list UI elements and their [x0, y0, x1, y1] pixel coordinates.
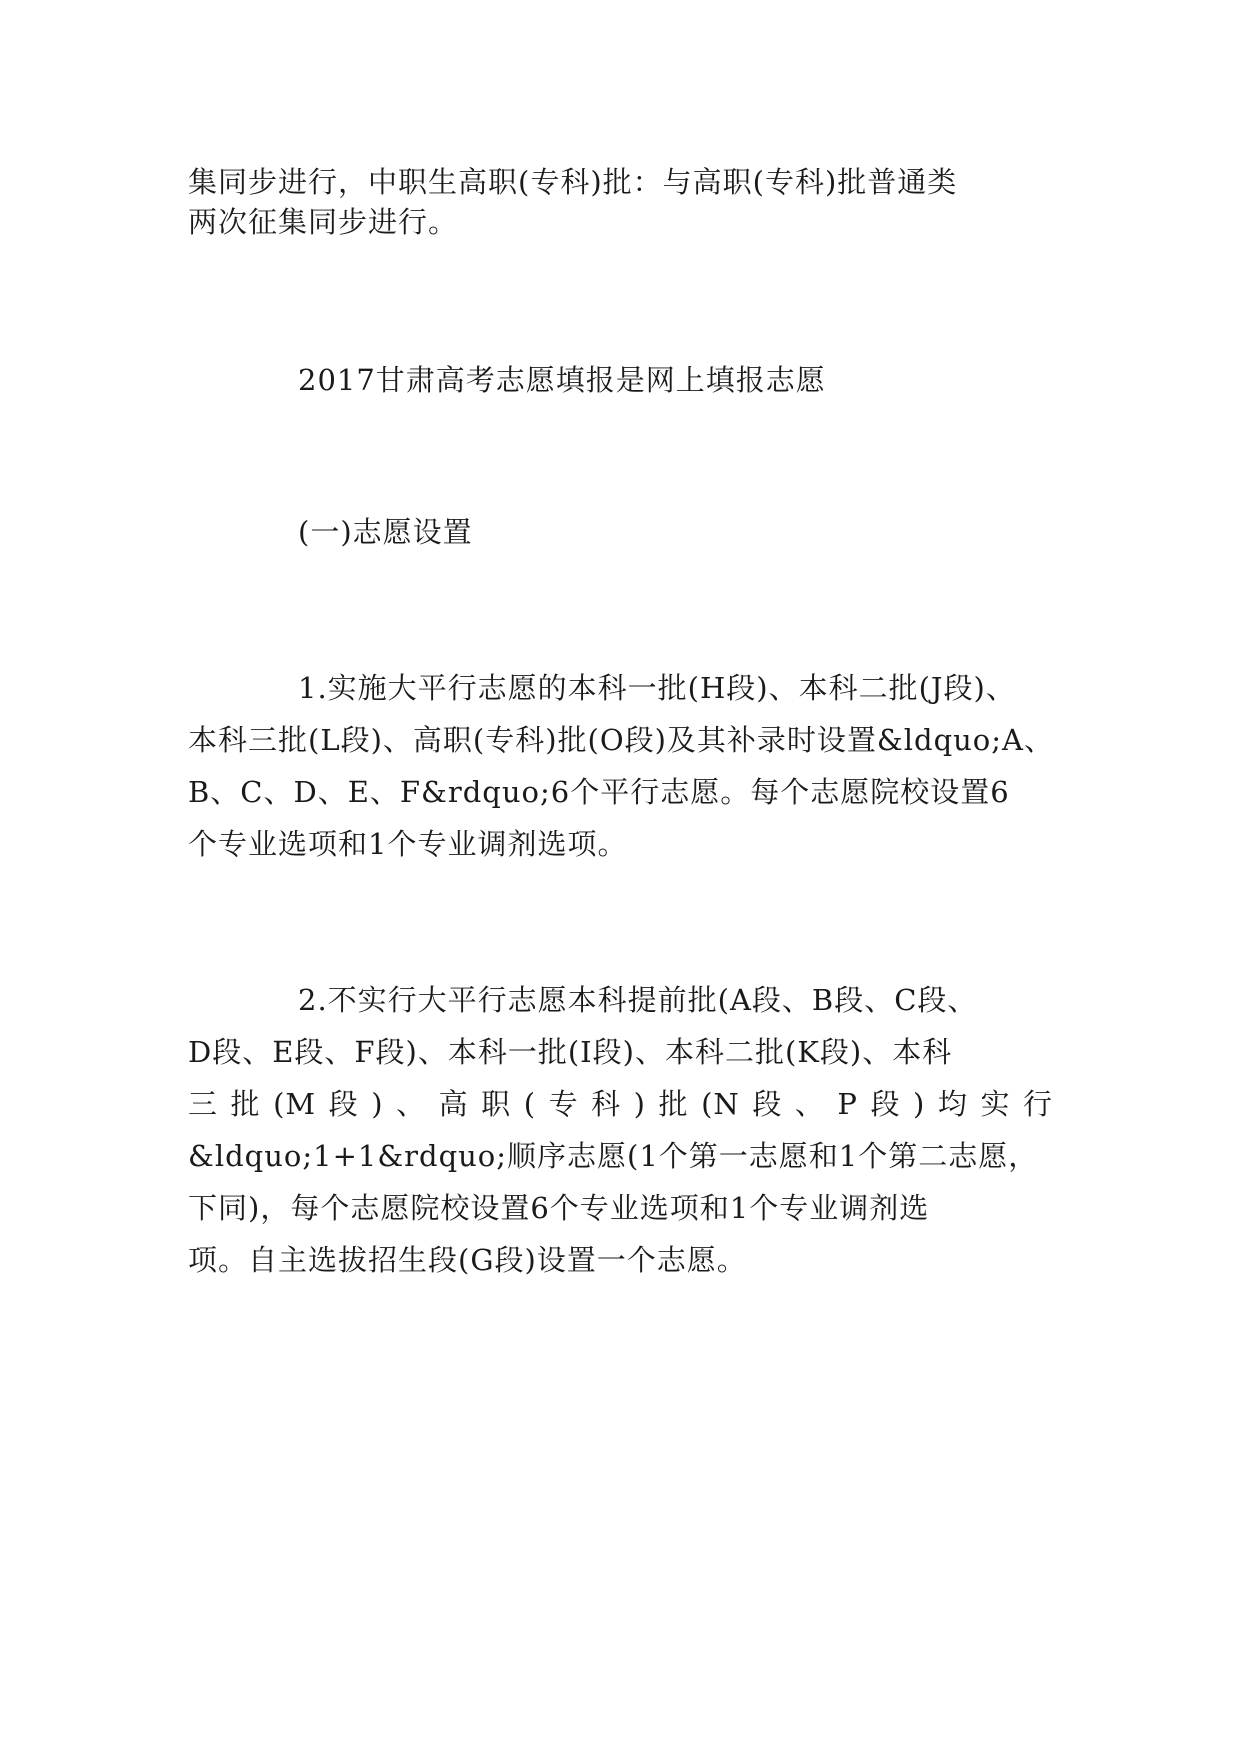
- p2-line-2: D段、E段、F段)、本科一批(I段)、本科二批(K段)、本科: [188, 1035, 953, 1069]
- heading: 2017甘肃高考志愿填报是网上填报志愿: [298, 363, 826, 397]
- p2-line-1: 2.不实行大平行志愿本科提前批(A段、B段、C段、: [298, 983, 978, 1017]
- p2-line-4: &ldquo;1+1&rdquo;顺序志愿(1个第一志愿和1个第二志愿，: [188, 1139, 1039, 1173]
- p2-line-3: 三批(M段)、高职(专科)批(N段、P段)均实行: [188, 1087, 1053, 1121]
- p2-line-6: 项。自主选拔招生段(G段)设置一个志愿。: [188, 1243, 747, 1277]
- section-title: (一)志愿设置: [298, 515, 473, 549]
- p2-line-5: 下同)，每个志愿院校设置6个专业选项和1个专业调剂选: [188, 1191, 930, 1225]
- p1-line-3: B、C、D、E、F&rdquo;6个平行志愿。每个志愿院校设置6: [188, 775, 1010, 809]
- p1-line-4: 个专业选项和1个专业调剂选项。: [188, 827, 628, 861]
- p1-line-1: 1.实施大平行志愿的本科一批(H段)、本科二批(J段)、: [298, 671, 1016, 705]
- intro-line-1: 集同步进行，中职生高职(专科)批：与高职(专科)批普通类: [188, 165, 958, 199]
- p1-line-2: 本科三批(L段)、高职(专科)批(O段)及其补录时设置&ldquo;A、: [188, 723, 1054, 757]
- intro-line-2: 两次征集同步进行。: [188, 205, 459, 239]
